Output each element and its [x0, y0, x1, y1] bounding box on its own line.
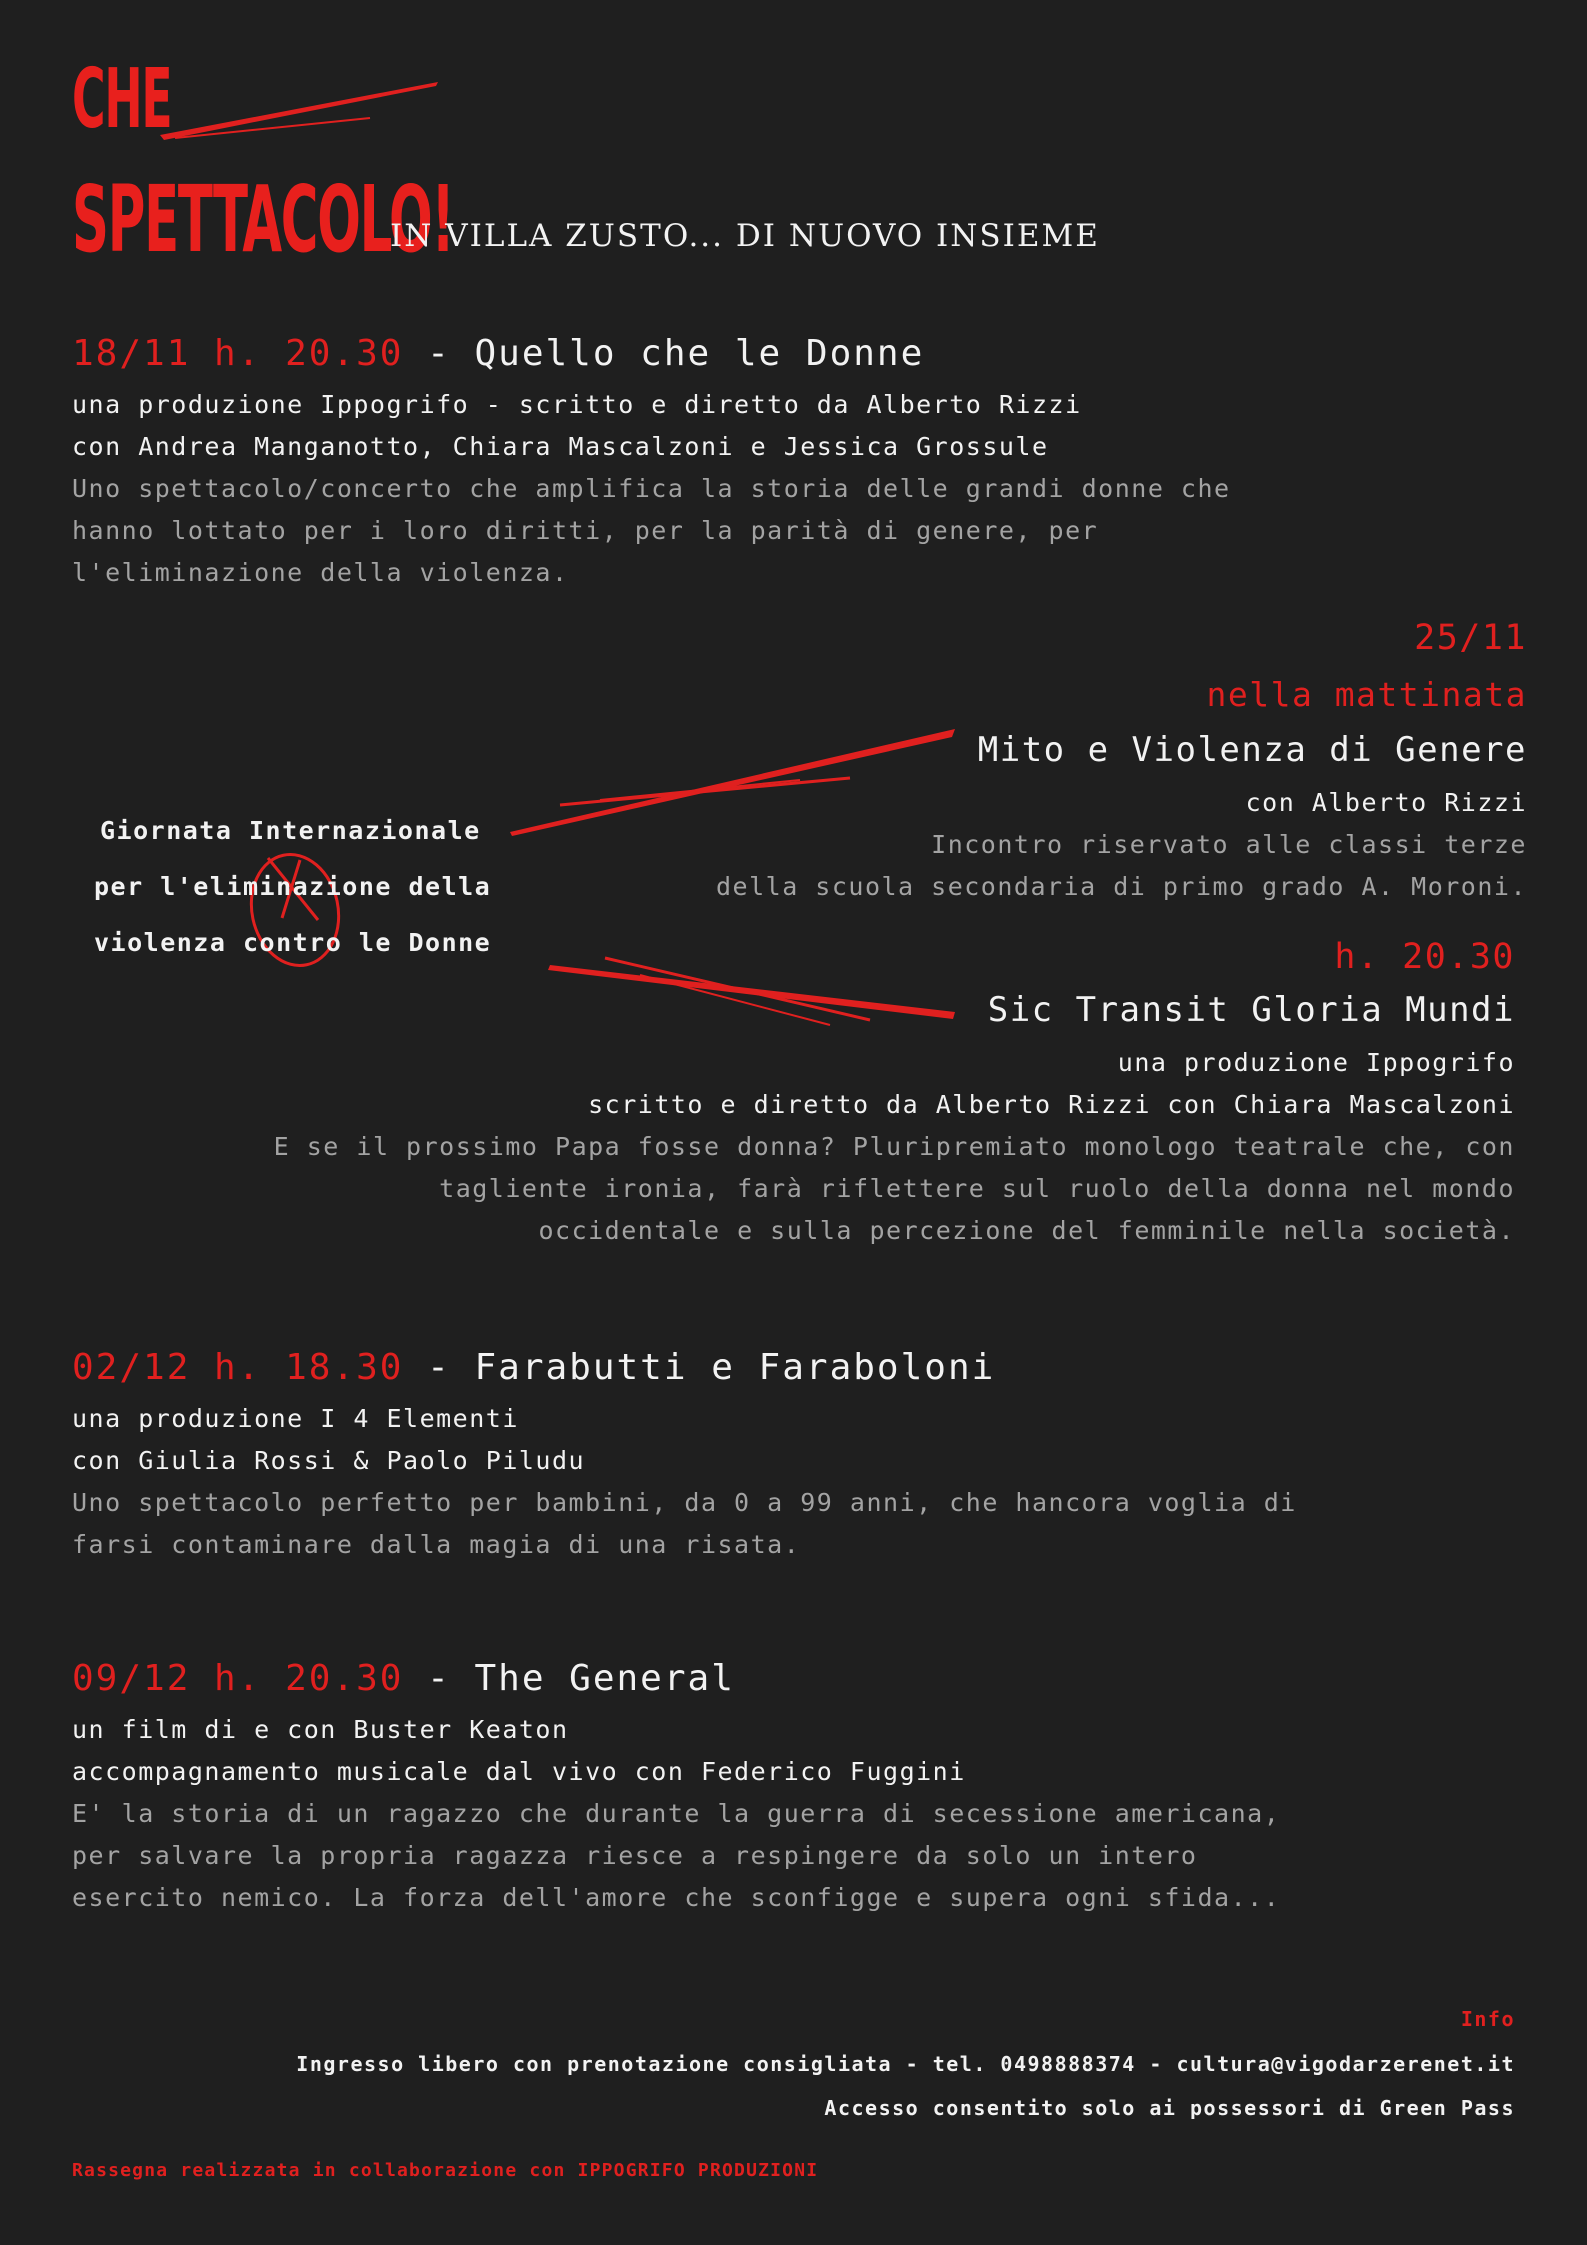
event3-line1: una produzione Ippogrifo: [1117, 1048, 1515, 1077]
event1-line1: una produzione Ippogrifo - scritto e diretto da Alberto Rizzi: [72, 390, 1082, 419]
side-note-line2: per l'eliminazione della: [94, 872, 492, 901]
event5-heading: [72, 1658, 735, 1699]
event1-separator: -: [403, 333, 475, 374]
event5-line1: un film di e con Buster Keaton: [72, 1715, 569, 1744]
event2-date: 25/11: [1414, 618, 1527, 658]
header-subtitle: IN VILLA ZUSTO... DI NUOVO INSIEME: [390, 218, 1100, 254]
info-heading: Info: [1460, 2007, 1515, 2031]
logo-che: CHE: [72, 52, 172, 147]
event4-line2: con Giulia Rossi & Paolo Piludu: [72, 1446, 586, 1475]
event3-time: h. 20.30: [1334, 937, 1515, 977]
event1-date: 18/11 h. 20.30: [72, 333, 404, 374]
event2-desc2: della scuola secondaria di primo grado A. Moroni.: [715, 872, 1527, 901]
event3-line2: scritto e diretto da Alberto Rizzi con Chiara Mascalzoni: [588, 1090, 1515, 1119]
event5-desc1: E' la storia di un ragazzo che durante la guerra di secessione americana,: [72, 1799, 1281, 1828]
event1-desc3: l'eliminazione della violenza.: [72, 558, 569, 587]
event1-title: Quello che le Donne: [474, 333, 925, 374]
event4-heading: [72, 1347, 995, 1388]
event4-separator: -: [403, 1347, 475, 1388]
event4-desc1: Uno spettacolo perfetto per bambini, da 0 a 99 anni, che hancora voglia di: [72, 1488, 1297, 1517]
event5-desc2: per salvare la propria ragazza riesce a respingere da solo un intero: [72, 1841, 1198, 1870]
event5-desc3: esercito nemico. La forza dell'amore che sconfigge e supera ogni sfida...: [72, 1883, 1281, 1912]
event1-desc2: hanno lottato per i loro diritti, per la parità di genere, per: [72, 516, 1099, 545]
event2-time-label: nella mattinata: [1206, 675, 1527, 714]
event4-date: 02/12 h. 18.30: [72, 1347, 404, 1388]
event3-desc3: occidentale e sulla percezione del femminile nella società.: [538, 1216, 1515, 1245]
event1-line2: con Andrea Manganotto, Chiara Mascalzoni e Jessica Grossule: [72, 432, 1049, 461]
side-note-line1: Giornata Internazionale: [100, 816, 481, 845]
event5-title: The General: [474, 1658, 735, 1699]
logo-spettacolo: SPETTACOLO!: [72, 166, 454, 273]
event2-desc1: Incontro riservato alle classi terze: [931, 830, 1527, 859]
event2-title: Mito e Violenza di Genere: [977, 730, 1527, 770]
event3-title: Sic Transit Gloria Mundi: [987, 990, 1515, 1030]
event2-line1: con Alberto Rizzi: [1245, 788, 1527, 817]
event3-desc2: tagliente ironia, farà riflettere sul ruolo della donna nel mondo: [439, 1174, 1515, 1203]
footer-credit: Rassegna realizzata in collaborazione con IPPOGRIFO PRODUZIONI: [72, 2160, 819, 2181]
event1-heading: [72, 333, 924, 374]
event4-title: Farabutti e Faraboloni: [474, 1347, 996, 1388]
side-note-line3: violenza contro le Donne: [94, 928, 492, 957]
event5-line2: accompagnamento musicale dal vivo con Federico Fuggini: [72, 1757, 966, 1786]
event4-line1: una produzione I 4 Elementi: [72, 1404, 519, 1433]
event4-desc2: farsi contaminare dalla magia di una risata.: [72, 1530, 801, 1559]
event1-desc1: Uno spettacolo/concerto che amplifica la storia delle grandi donne che: [72, 474, 1231, 503]
info-line2: Accesso consentito solo ai possessori di Green Pass: [824, 2096, 1515, 2120]
event5-separator: -: [403, 1658, 475, 1699]
event5-date: 09/12 h. 20.30: [72, 1658, 404, 1699]
event3-desc1: E se il prossimo Papa fosse donna? Pluripremiato monologo teatrale che, con: [273, 1132, 1515, 1161]
info-line1: Ingresso libero con prenotazione consigliata - tel. 0498888374 - cultura@vigodarzerenet.it: [296, 2052, 1515, 2076]
